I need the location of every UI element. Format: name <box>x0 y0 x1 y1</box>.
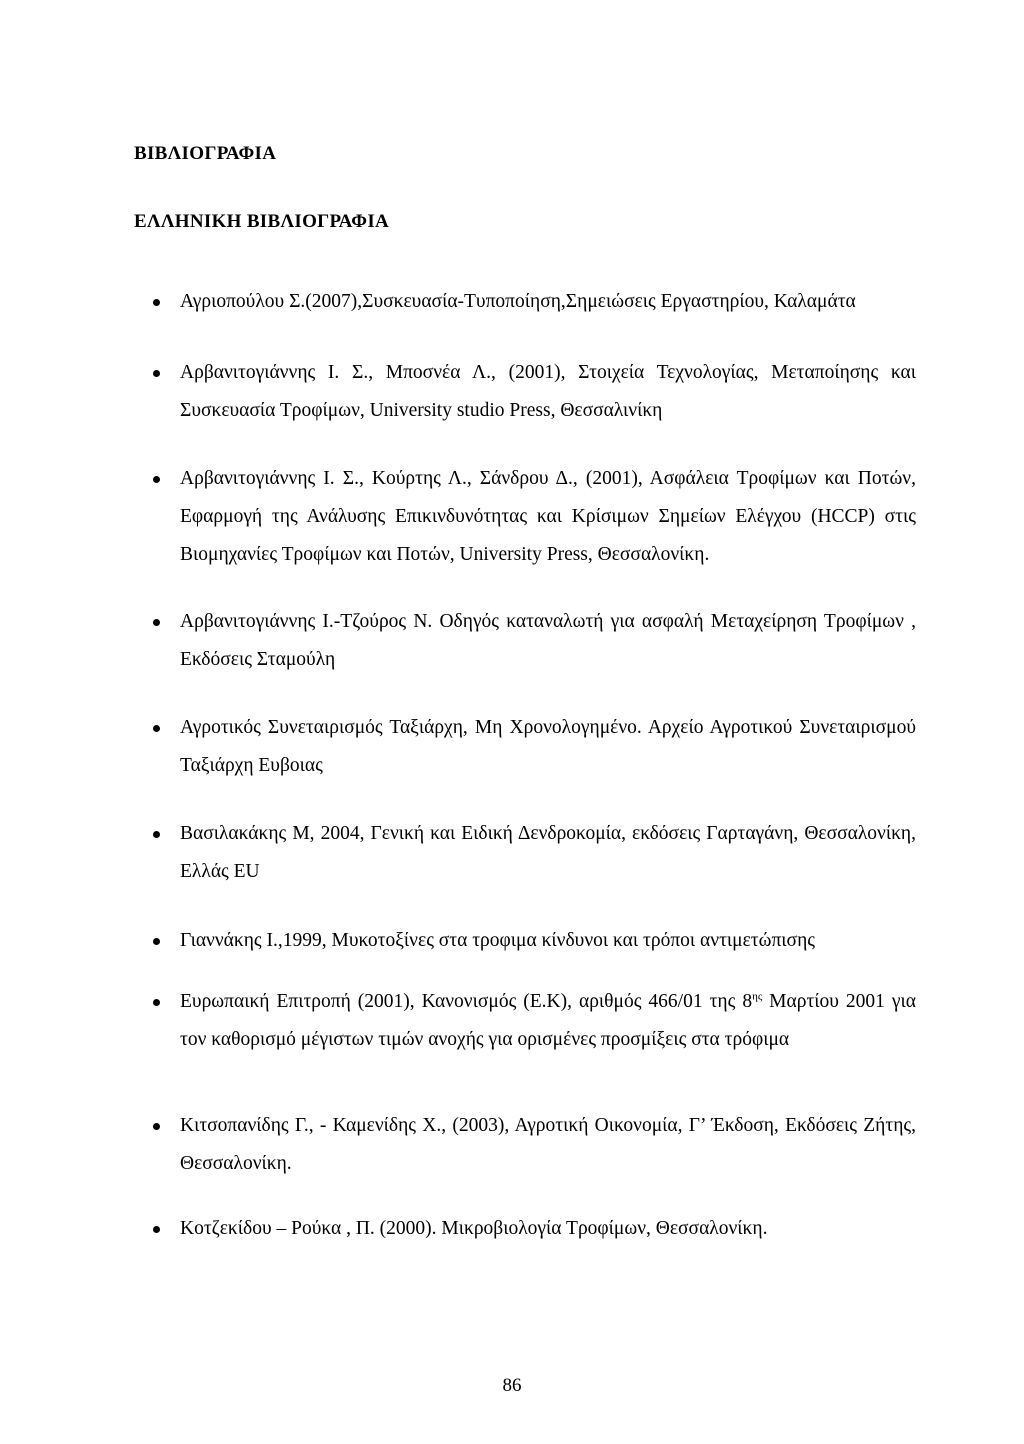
bullet-icon <box>153 938 160 945</box>
reference-item <box>180 1210 916 1248</box>
reference-item <box>180 354 916 430</box>
bullet-icon <box>153 1123 160 1130</box>
reference-item <box>180 1107 916 1183</box>
reference-item <box>180 815 916 891</box>
reference-text: Κιτσοπανίδης Γ., - Καμενίδης Χ., (2003), Αγροτική Οικονομία, Γ’ Έκδοση, Εκδόσεις Ζήτης, Θεσσαλονίκη. <box>180 1115 916 1174</box>
reference-text: Κοτζεκίδου – Ρούκα , Π. (2000). Μικροβιολογία Τροφίμων, Θεσσαλονίκη. <box>180 1218 768 1239</box>
reference-text: Αρβανιτογιάννης Ι.-Τζούρος Ν. Οδηγός καταναλωτή για ασφαλή Μεταχείρηση Τροφίμων , Εκδόσεις Σταμούλη <box>180 611 916 670</box>
bullet-icon <box>153 299 160 306</box>
reference-text: Αρβανιτογιάννης Ι. Σ., Κούρτης Λ., Σάνδρου Δ., (2001), Ασφάλεια Τροφίμων και Ποτών, Εφαρμογή της Ανάλυσης Επικινδυνότητας και Κρίσιμων Σημείων Ελέγχου (HCCP) στις Βιομηχανίες Τροφίμων και Ποτών, University Press, Θεσσαλονίκη. <box>180 468 916 565</box>
bullet-icon <box>153 999 160 1006</box>
section-title: ΕΛΛΗΝΙΚΗ ΒΙΒΛΙΟΓΡΑΦΙΑ <box>134 211 390 232</box>
bullet-icon <box>153 831 160 838</box>
reference-text: Βασιλακάκης Μ, 2004, Γενική και Ειδική Δενδροκομία, εκδόσεις Γαρταγάνη, Θεσσαλονίκη, Ελλάς EU <box>180 823 916 882</box>
reference-text: Γιαννάκης Ι.,1999, Μυκοτοξίνες στα τροφιμα κίνδυνοι και τρόποι αντιμετώπισης <box>180 930 815 951</box>
bullet-icon <box>153 1226 160 1233</box>
reference-text-part: Ευρωπαική Επιτροπή (2001), Κανονισμός (Ε.Κ), αριθμός 466/01 της 8 <box>180 991 753 1012</box>
bullet-icon <box>153 370 160 377</box>
reference-item <box>180 983 916 1059</box>
reference-text-part: Μαρτίου 2001 για τον καθορισμό μέγιστων τιμών ανοχής για ορισμένες προσμίξεις στα τρόφιμα <box>180 991 916 1050</box>
reference-text <box>180 991 916 1050</box>
bullet-icon <box>153 725 160 732</box>
reference-text: Αγροτικός Συνεταιρισμός Ταξιάρχη, Μη Χρονολογημένο. Αρχείο Αγροτικού Συνεταιρισμού Ταξιάρχη Ευβοιας <box>180 717 916 776</box>
reference-item <box>180 460 916 574</box>
ordinal-superscript: ης <box>752 990 763 1003</box>
bullet-icon <box>153 619 160 626</box>
reference-text: Αρβανιτογιάννης Ι. Σ., Μποσνέα Λ., (2001), Στοιχεία Τεχνολογίας, Μεταποίησης και Συσκευασία Τροφίμων, University studio Press, Θεσσαλινίκη <box>180 362 916 421</box>
page-title: ΒΙΒΛΙΟΓΡΑΦΙΑ <box>134 143 277 164</box>
page-number: 86 <box>502 1375 522 1396</box>
reference-item <box>180 922 916 960</box>
reference-item <box>180 603 916 679</box>
bullet-icon <box>153 476 160 483</box>
reference-text: Αγριοπούλου Σ.(2007),Συσκευασία-Τυποποίηση,Σημειώσεις Εργαστηρίου, Καλαμάτα <box>180 291 856 312</box>
reference-item <box>180 283 916 321</box>
reference-item <box>180 709 916 785</box>
